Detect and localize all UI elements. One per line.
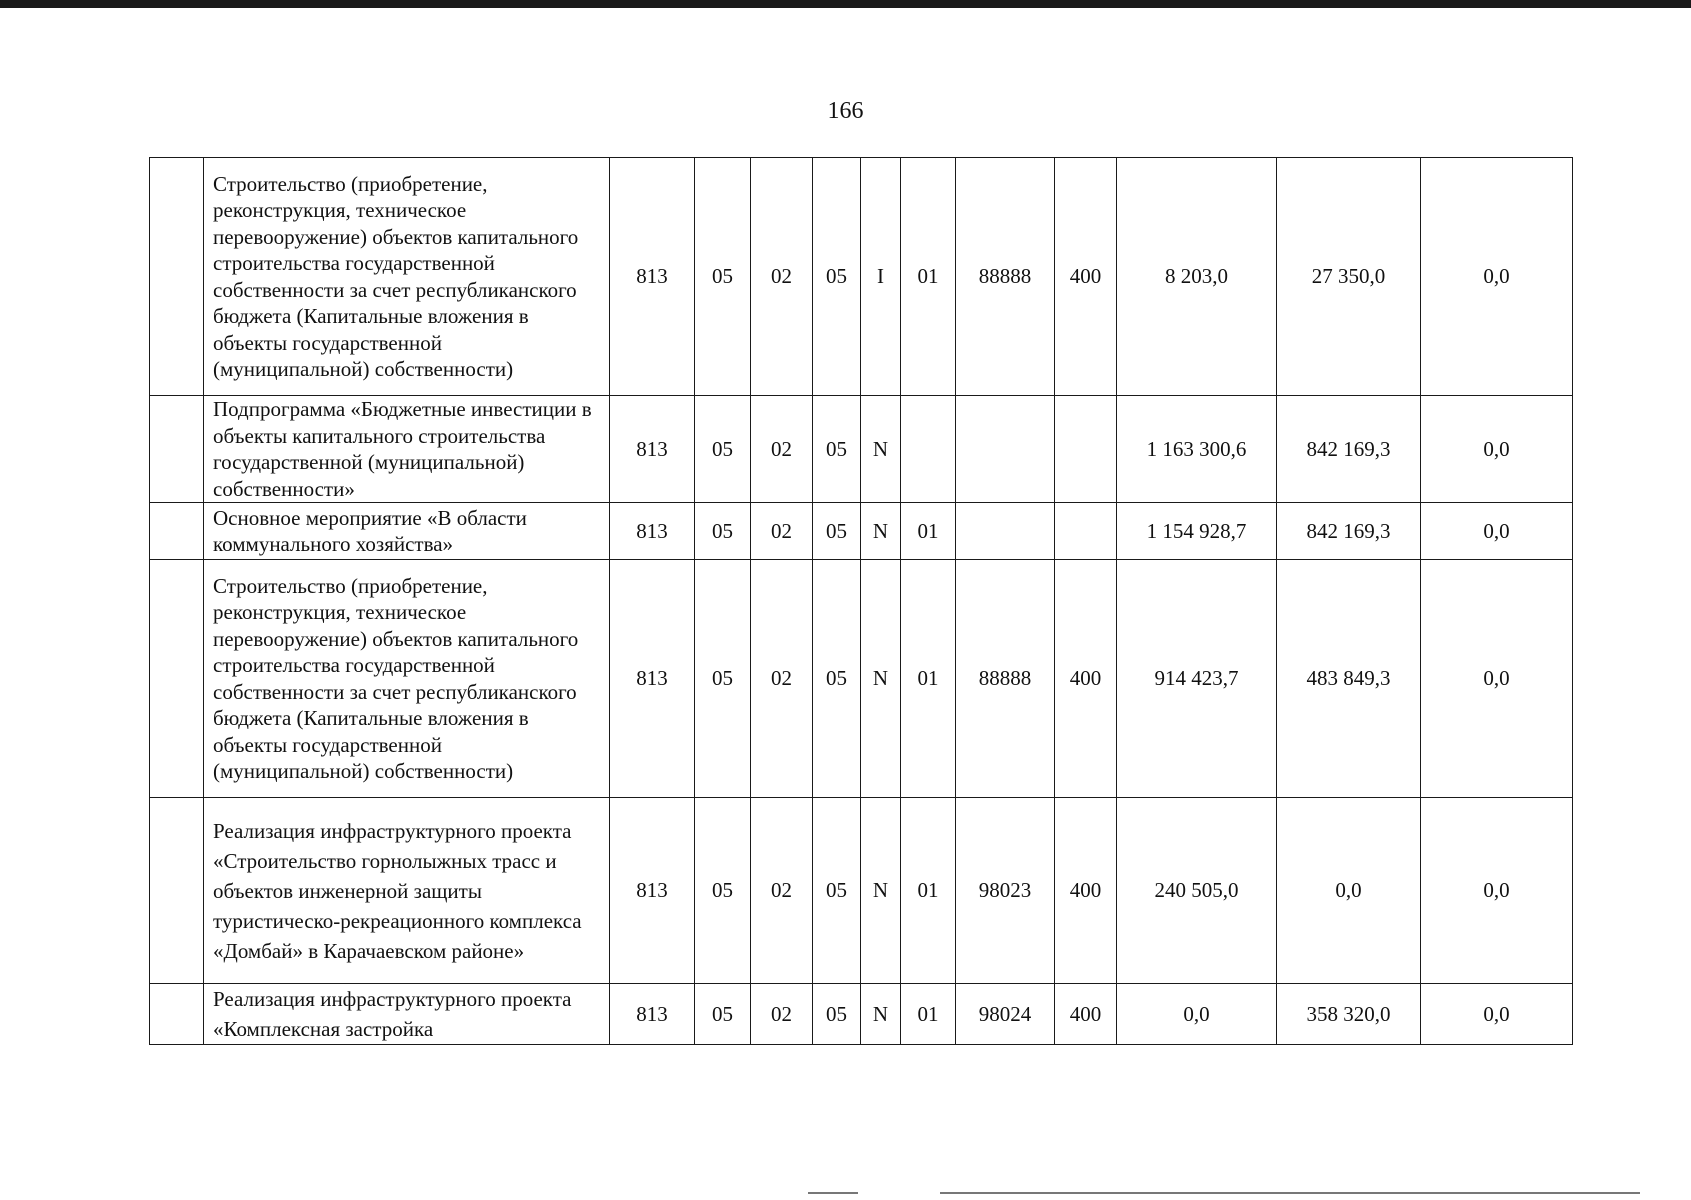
code-cell: 05 <box>695 396 751 503</box>
table-row <box>150 984 1573 1045</box>
row-index-cell <box>150 158 204 396</box>
scan-top-border <box>0 0 1691 8</box>
table-row <box>150 503 1573 560</box>
code-cell: 05 <box>813 798 861 984</box>
code-cell: 400 <box>1055 158 1117 396</box>
description-cell: Строительство (приобретение, реконструкция, техническое перевооружение) объектов капитального строительства государственной собственности за счет республиканского бюджета (Капитальные вложения в объекты государственной (муниципальной) собственности) <box>204 158 610 396</box>
code-cell: 813 <box>610 560 695 798</box>
code-cell: 98024 <box>956 984 1055 1045</box>
code-cell: 88888 <box>956 560 1055 798</box>
code-cell: 01 <box>901 560 956 798</box>
code-cell: 02 <box>751 560 813 798</box>
table-row <box>150 396 1573 503</box>
description-cell: Строительство (приобретение, реконструкция, техническое перевооружение) объектов капитального строительства государственной собственности за счет республиканского бюджета (Капитальные вложения в объекты государственной (муниципальной) собственности) <box>204 560 610 798</box>
code-cell: 813 <box>610 984 695 1045</box>
code-cell: 02 <box>751 984 813 1045</box>
budget-table <box>149 157 1573 1045</box>
amount-cell: 483 849,3 <box>1277 560 1421 798</box>
code-cell: 05 <box>695 984 751 1045</box>
code-cell: 05 <box>695 798 751 984</box>
code-cell: 05 <box>695 503 751 560</box>
footer-rule <box>808 1192 858 1194</box>
code-cell <box>1055 396 1117 503</box>
amount-cell: 8 203,0 <box>1117 158 1277 396</box>
row-index-cell <box>150 503 204 560</box>
amount-cell: 0,0 <box>1421 798 1573 984</box>
code-cell: 05 <box>813 396 861 503</box>
footer-rule <box>940 1192 1640 1194</box>
code-cell: N <box>861 984 901 1045</box>
amount-cell: 358 320,0 <box>1277 984 1421 1045</box>
amount-cell: 0,0 <box>1421 560 1573 798</box>
code-cell: 05 <box>695 158 751 396</box>
code-cell: 02 <box>751 158 813 396</box>
code-cell: 400 <box>1055 798 1117 984</box>
code-cell: 400 <box>1055 560 1117 798</box>
code-cell: 01 <box>901 158 956 396</box>
amount-cell: 27 350,0 <box>1277 158 1421 396</box>
table-row <box>150 158 1573 396</box>
row-index-cell <box>150 798 204 984</box>
row-index-cell <box>150 560 204 798</box>
row-index-cell <box>150 984 204 1045</box>
code-cell: 05 <box>813 984 861 1045</box>
amount-cell: 0,0 <box>1117 984 1277 1045</box>
code-cell: 400 <box>1055 984 1117 1045</box>
code-cell <box>1055 503 1117 560</box>
description-cell: Подпрограмма «Бюджетные инвестиции в объекты капитального строительства государственной (муниципальной) собственности» <box>204 396 610 503</box>
page-number: 166 <box>827 98 864 124</box>
amount-cell: 0,0 <box>1421 503 1573 560</box>
amount-cell: 0,0 <box>1277 798 1421 984</box>
description-cell: Реализация инфраструктурного проекта «Строительство горнолыжных трасс и объектов инженерной защиты туристическо-рекреационного комплекса «Домбай» в Карачаевском районе» <box>204 798 610 984</box>
table-row <box>150 798 1573 984</box>
description-cell: Реализация инфраструктурного проекта «Комплексная застройка <box>204 984 610 1045</box>
amount-cell: 240 505,0 <box>1117 798 1277 984</box>
amount-cell: 1 154 928,7 <box>1117 503 1277 560</box>
code-cell: 813 <box>610 158 695 396</box>
row-index-cell <box>150 396 204 503</box>
amount-cell: 0,0 <box>1421 158 1573 396</box>
code-cell: 02 <box>751 503 813 560</box>
code-cell: 813 <box>610 798 695 984</box>
code-cell: N <box>861 560 901 798</box>
code-cell: N <box>861 798 901 984</box>
amount-cell: 842 169,3 <box>1277 396 1421 503</box>
code-cell: N <box>861 503 901 560</box>
code-cell: 05 <box>813 503 861 560</box>
code-cell: 01 <box>901 984 956 1045</box>
code-cell: 05 <box>813 158 861 396</box>
code-cell <box>956 396 1055 503</box>
code-cell: 05 <box>695 560 751 798</box>
description-cell: Основное мероприятие «В области коммунального хозяйства» <box>204 503 610 560</box>
code-cell: 01 <box>901 503 956 560</box>
table-row <box>150 560 1573 798</box>
code-cell: 02 <box>751 798 813 984</box>
code-cell <box>956 503 1055 560</box>
code-cell: 813 <box>610 396 695 503</box>
code-cell: N <box>861 396 901 503</box>
code-cell: 02 <box>751 396 813 503</box>
amount-cell: 0,0 <box>1421 396 1573 503</box>
amount-cell: 842 169,3 <box>1277 503 1421 560</box>
code-cell <box>901 396 956 503</box>
code-cell: 98023 <box>956 798 1055 984</box>
code-cell: I <box>861 158 901 396</box>
code-cell: 88888 <box>956 158 1055 396</box>
code-cell: 01 <box>901 798 956 984</box>
code-cell: 813 <box>610 503 695 560</box>
amount-cell: 0,0 <box>1421 984 1573 1045</box>
amount-cell: 914 423,7 <box>1117 560 1277 798</box>
code-cell: 05 <box>813 560 861 798</box>
amount-cell: 1 163 300,6 <box>1117 396 1277 503</box>
